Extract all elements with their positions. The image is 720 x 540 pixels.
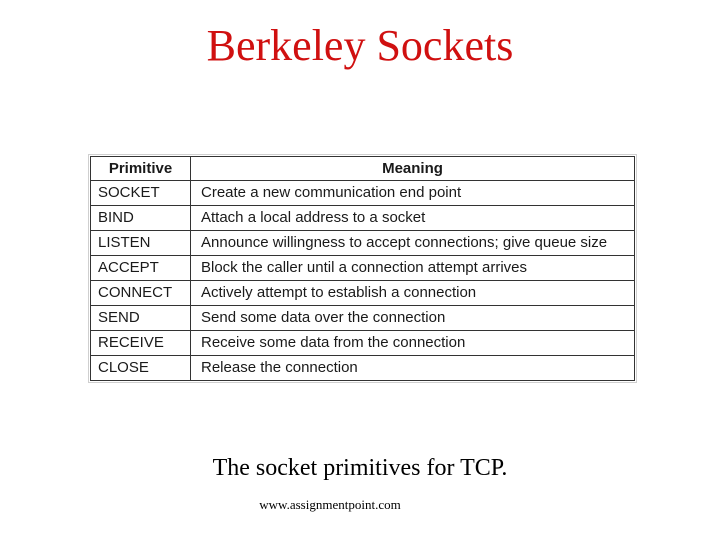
slide-caption: The socket primitives for TCP. (212, 455, 508, 481)
primitive-cell: CLOSE (91, 356, 191, 381)
table-row (91, 206, 635, 231)
primitive-cell: SEND (91, 306, 191, 331)
primitive-cell: BIND (91, 206, 191, 231)
primitive-cell: SOCKET (91, 181, 191, 206)
header-meaning: Meaning (191, 157, 635, 181)
meaning-cell: Release the connection (191, 356, 635, 381)
primitive-cell: LISTEN (91, 231, 191, 256)
table-row (91, 231, 635, 256)
header-primitive: Primitive (91, 157, 191, 181)
primitive-cell: RECEIVE (91, 331, 191, 356)
meaning-cell: Announce willingness to accept connections; give queue size (191, 231, 635, 256)
table-row (91, 306, 635, 331)
source-url: www.assignmentpoint.com (259, 497, 401, 512)
table-row (91, 356, 635, 381)
primitive-cell: ACCEPT (91, 256, 191, 281)
table-row (91, 281, 635, 306)
meaning-cell: Actively attempt to establish a connection (191, 281, 635, 306)
primitive-cell: CONNECT (91, 281, 191, 306)
meaning-cell: Block the caller until a connection attempt arrives (191, 256, 635, 281)
meaning-cell: Send some data over the connection (191, 306, 635, 331)
meaning-cell: Receive some data from the connection (191, 331, 635, 356)
table-row (91, 181, 635, 206)
slide-title: Berkeley Sockets (206, 21, 514, 70)
table-row (91, 256, 635, 281)
table-row (91, 331, 635, 356)
meaning-cell: Attach a local address to a socket (191, 206, 635, 231)
meaning-cell: Create a new communication end point (191, 181, 635, 206)
socket-primitives-table (90, 156, 635, 381)
table-header-row (91, 157, 635, 181)
